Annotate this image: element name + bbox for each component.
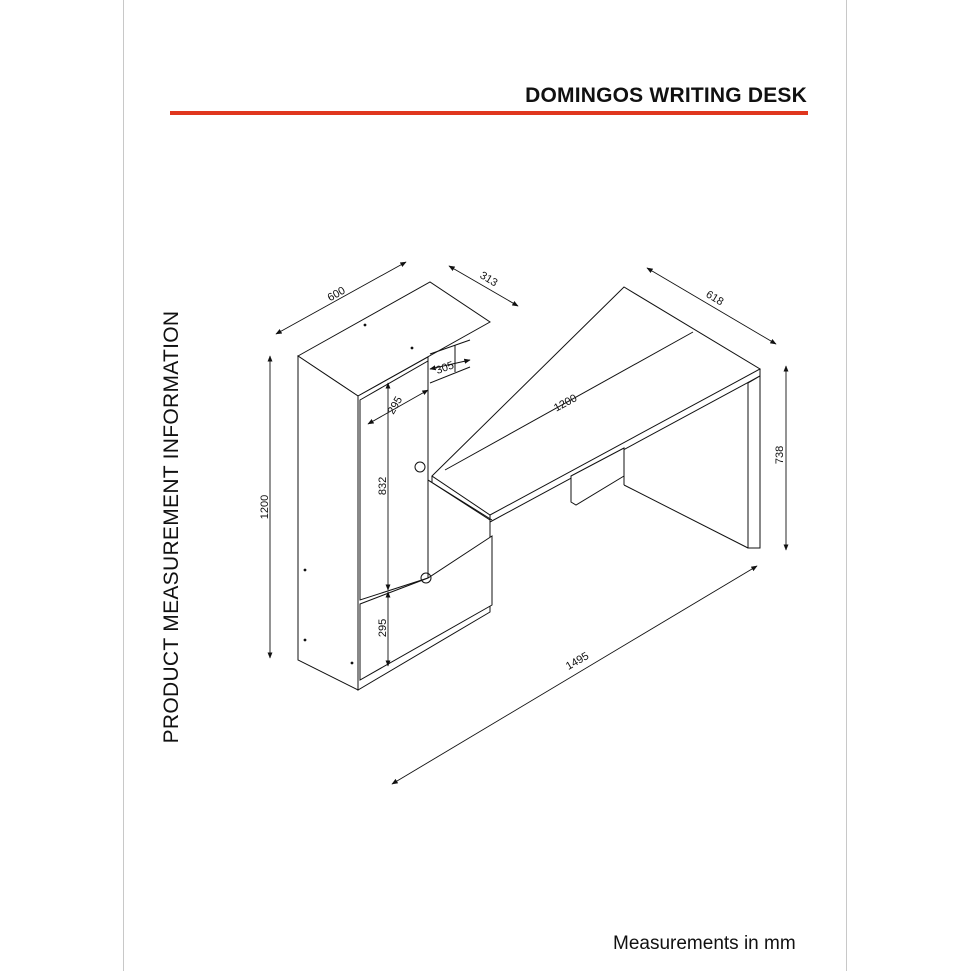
units-note: Measurements in mm (613, 933, 796, 954)
dim-shelf-gap: 305 (434, 359, 456, 377)
dim-shelf-depth: 313 (477, 269, 500, 290)
dim-desk-length: 1200 (551, 392, 580, 415)
dim-desk-depth: 618 (703, 288, 726, 309)
product-title: DOMINGOS WRITING DESK (525, 84, 807, 107)
desk-leg (748, 376, 760, 548)
side-caption: PRODUCT MEASUREMENT INFORMATION (160, 310, 183, 744)
dim-total-length: 1495 (563, 650, 592, 673)
dim-upper-compartment: 295 (385, 394, 406, 417)
dim-door-height: 832 (377, 476, 389, 496)
dim-drawer-height: 295 (377, 618, 389, 638)
dim-cabinet-depth: 600 (325, 284, 348, 305)
dim-desk-height: 738 (774, 445, 786, 465)
cabinet-side (298, 356, 358, 690)
dim-total-height: 1200 (259, 494, 271, 520)
